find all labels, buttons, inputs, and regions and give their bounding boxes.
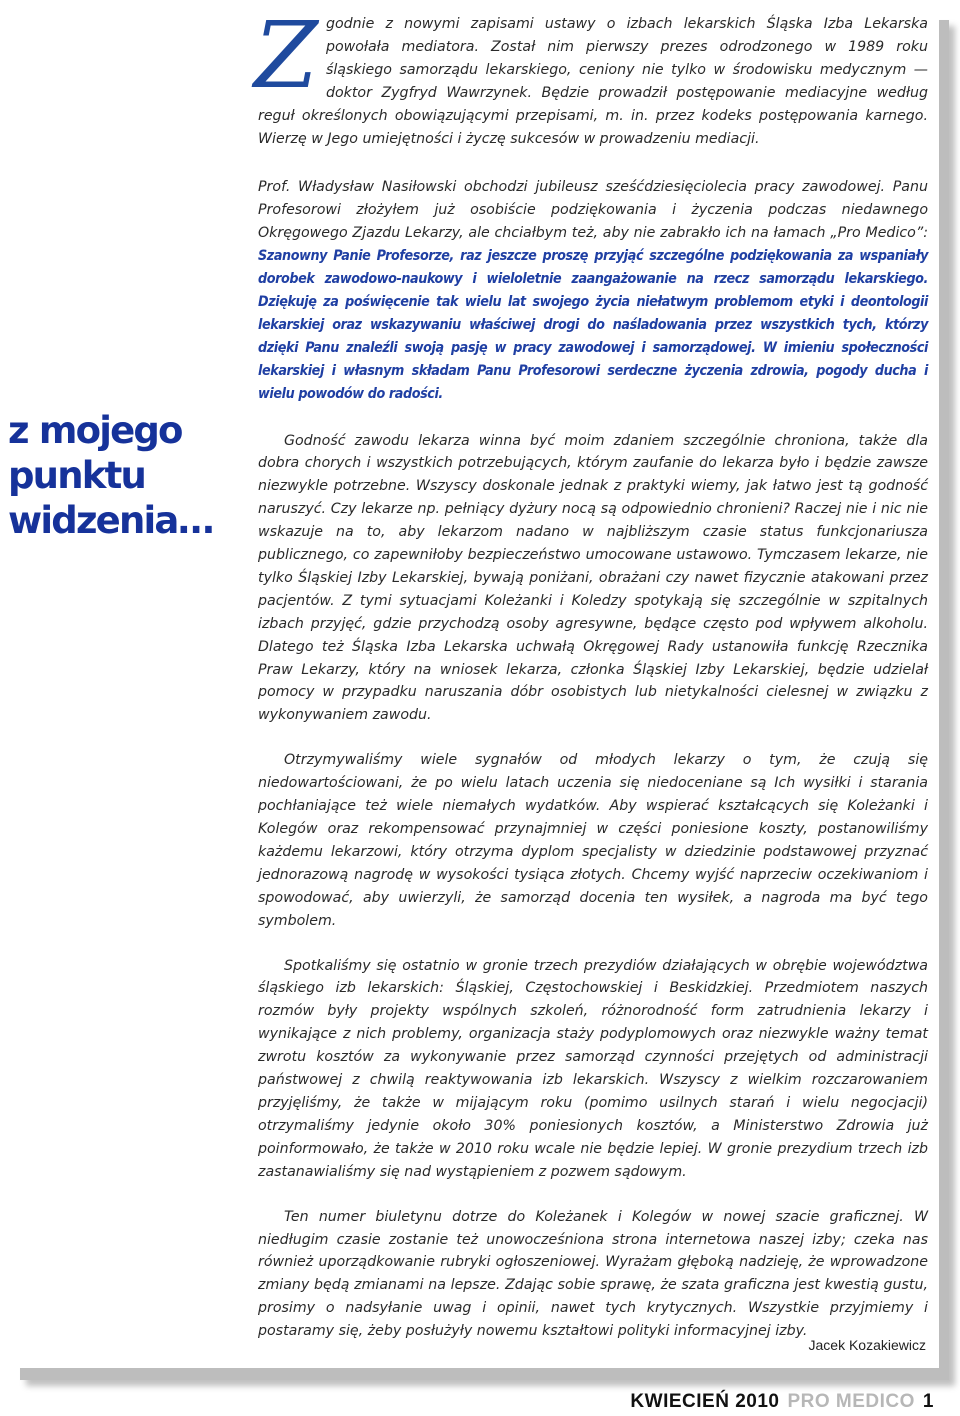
paragraph-young-doctors: Otrzymywaliśmy wiele sygnałów od młodych lekarzy o tym, że czują się niedowartościowani, że po wielu latach uczenia się niedoceniane są Ich wysiłki i starania pochłaniające też wiele niemałych wydatków. Aby wspierać kształcących się Koleżanki i Kolegów oraz rekompensować przynajmniej w części poniesione koszty, postanowiliśmy każdemu lekarzowi, który otrzyma dyplom specjalisty w dziedzinie podstawowej przyznać jednorazową nagrodę w wysokości tysiąca złotych. Chcemy wyjść naprzeciw oczekiwaniom i spowodować, aby uwierzyli, że samorząd docenia ten wysiłek, a nagroda ma być tego symbolem. — [258, 752, 928, 929]
tribute-highlight: Szanowny Panie Profesorze, raz jeszcze proszę przyjąć szczególne podziękowania za wspaniały dorobek zawodowo-naukowy i wieloletnie zaangażowanie na rzecz samorządu lekarskiego. Dziękuję za poświęcenie tak wielu lat swojego życia niełatwym problemom etyki i deontologii lekarskiej oraz wskazywaniu właściwej drogi do naśladowania przez wszystkich tych, którzy dzięki Panu znaleźli swoją pasję w pracy zawodowej i samorządowej. W imieniu społeczności lekarskiej i własnym składam Panu Profesorowi serdeczne życzenia zdrowia, pogody ducha i wielu powodów do radości. — [258, 248, 928, 402]
drop-cap: Z — [254, 2, 318, 109]
article-body — [254, 2, 928, 1343]
page-number: 1 — [922, 1391, 934, 1412]
paragraph-new-design: Ten numer biuletynu dotrze do Koleżanek i Kolegów w nowej szacie graficznej. W niedługim czasie zostanie też unowocześniona strona internetowa naszej izby; czeka nas również uporządkowanie rubryki ogłoszeniowej. Wyrażam głęboką nadzieję, że wprowadzone zmiany będą zmianami na lepsze. Zdając sobie sprawę, że szata graficzna jest kwestią gustu, prosimy o nadsyłanie uwag i opinii, nawet tych krytycznych. Wszystkie przyjmiemy i postaramy się, żeby posłużyły nowemu kształtowi polityki informacyjnej izby. — [258, 1208, 928, 1340]
paragraph-dignity: Godność zawodu lekarza winna być moim zdaniem szczególnie chroniona, także dla dobra chorych i wszystkich potrzebujących, którym zaufanie do lekarza było i będzie zawsze niezwykle potrzebne. Wszyscy doskonale jednak z praktyki wiemy, jak łatwo jest tą godność naruszyć. Czy lekarze np. pełniący dyżury nocą są odpowiednio chronieni? Raczej nie i nic nie wskazuje na to, aby lekarzom nadano w najbliższym czasie status funkcjonariusza publicznego, co zapewniłoby bezpieczeństwo umocowane ustawowo. Tymczasem lekarze, nie tylko Śląskiej Izby Lekarskiej, bywają poniżani, obrażani czy nawet fizycznie atakowani przez pacjentów. Z tymi sytuacjami Koleżanki i Koledzy spotykają się szczególnie w szpitalnych izbach przyjęć, gdzie przychodzą osoby agresywne, będące często pod wpływem alkoholu. Dlatego też Śląska Izba Lekarska uchwałą Okręgowej Rady ustanowiła funkcję Rzecznika Praw Lekarzy, który na wniosek lekarza, członka Śląskiej Izby Lekarskiej, będzie udzielał pomocy w przypadku naruszania dóbr osobistych lub nietykalności cielesnej w związku z wykonywaniem zawodu. — [258, 432, 928, 724]
tribute-paragraph — [258, 176, 928, 405]
paragraph-presidiums: Spotkaliśmy się ostatnio w gronie trzech prezydiów działających w obrębie województwa śląskiego izb lekarskich: Śląskiej, Częstochowskiej i Beskidzkiej. Przedmiotem naszych rozmów były projekty wspólnych szkoleń, różnorodność form zatrudnienia lekarzy i wynikające z nich problemy, organizacja staży podyplomowych oraz niezwykle ważny temat zwrotu kosztów za wykonywanie przez samorząd czynności przejętych od administracji państwowej z chwilą reaktywowania izb lekarskich. Wszyscy z wielkim rozczarowaniem przyjęliśmy, że także w mijającym roku (pomimo usilnych starań i wielu negocjacji) otrzymaliśmy jedynie około 30% poniesionych kosztów, a Ministerstwo Zdrowia już poinformowało, że także w 2010 roku wcale nie będzie lepiej. W gronie prezydium trzech izb zastanawialiśmy się nad wystąpieniem z pozwem sądowym. — [258, 957, 928, 1180]
page-footer — [630, 1391, 934, 1413]
section-label — [8, 408, 248, 543]
issue-date: KWIECIEŃ 2010 — [630, 1391, 780, 1412]
signature: Jacek Kozakiewicz — [808, 1337, 926, 1353]
magazine-name: PRO MEDICO — [787, 1391, 915, 1412]
intro-paragraph — [254, 2, 928, 150]
section-label-line-1: z mojego — [8, 409, 182, 452]
tribute-text: Prof. Władysław Nasiłowski obchodzi jubileusz sześćdziesięciolecia pracy zawodowej. Panu Profesorowi złożyłem już osobiście podziękowania i życzenia podczas niedawnego Okręgowego Zjazdu Lekarzy, ale chciałbym też, aby nie zabrakło ich na łamach „Pro Medico”: — [258, 179, 928, 242]
intro-text: godnie z nowymi zapisami ustawy o izbach lekarskich Śląska Izba Lekarska powołała mediatora. Został nim pierwszy prezes odrodzonego w 1989 roku śląskiego samorządu lekarskiego, ceniony nie tylko w środowisku medycznym — doktor Zygfryd Wawrzynek. Będzie prowadził postępowanie mediacyjne według reguł określonych obowiązującymi przepisami, m. in. przez kodeks postępowania karnego. Wierzę w Jego umiejętności i życzę sukcesów w prowadzeniu mediacji. — [258, 16, 928, 147]
section-label-line-3: widzenia… — [8, 499, 213, 542]
section-label-line-2: punktu — [8, 454, 146, 497]
